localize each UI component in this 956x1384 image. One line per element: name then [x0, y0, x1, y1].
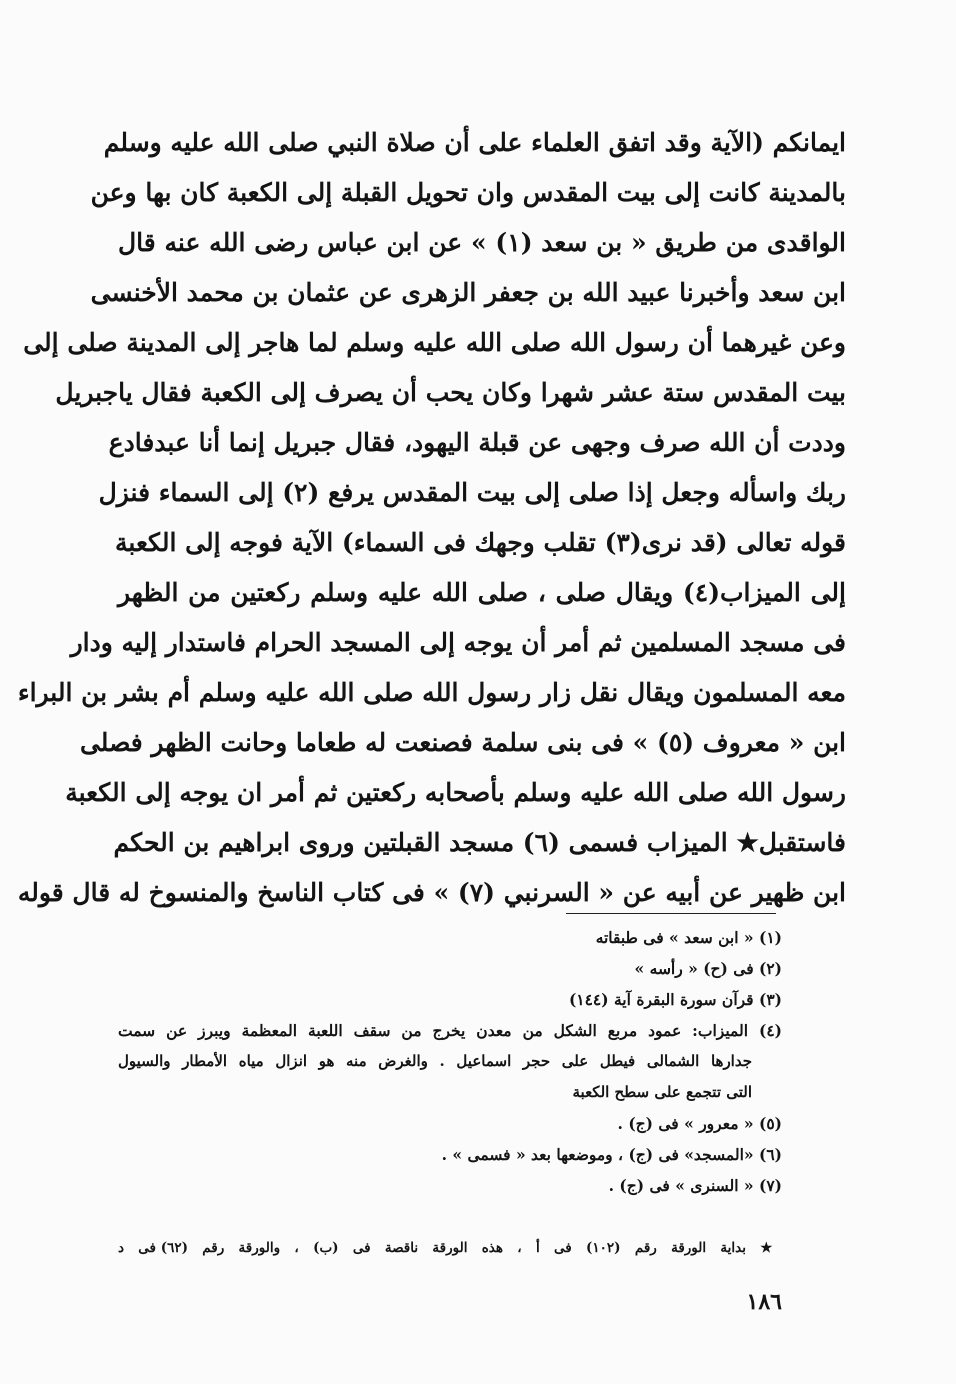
footnotes-block: [118, 922, 782, 1201]
text-line: معه المسلمون ويقال نقل زار رسول الله صلى الله عليه وسلم أم بشر بن البراء: [17, 678, 846, 707]
text-line: ربك واسأله وجعل إذا صلى إلى بيت المقدس يرفع (٢) إلى السماء فنزل: [98, 478, 846, 507]
text-line: ايمانكم (الآية وقد اتفق العلماء على أن صلاة النبي صلى الله عليه وسلم: [103, 128, 846, 157]
text-line: قوله تعالى (قد نرى(٣) تقلب وجهك فى السماء) الآية فوجه إلى الكعبة: [115, 528, 846, 557]
footnote: (٤) الميزاب: عمود مربع الشكل من معدن يخرج من سقف اللعبة المعظمة ويبرز عن سمت: [118, 1021, 782, 1040]
text-line: فاستقبل★ الميزاب فسمى (٦) مسجد القبلتين وروى ابراهيم بن الحكم: [113, 828, 846, 857]
page-number: ١٨٦: [746, 1289, 782, 1315]
text-line: ابن سعد وأخبرنا عبيد الله بن جعفر الزهرى عن عثمان بن محمد الأخنسى: [90, 278, 846, 307]
footnote: (٧) « السنرى » فى (ج) .: [608, 1176, 782, 1195]
footnote-divider: [566, 913, 776, 914]
text-line: فى مسجد المسلمين ثم أمر أن يوجه إلى المسجد الحرام فاستدار إليه ودار: [70, 628, 846, 657]
manuscript-folio-note: ★ بداية الورقة رقم (١٠٢) فى أ ، هذه الورقة ناقصة فى (ب) ، والورقة رقم (٦٢) فى د: [118, 1240, 783, 1256]
text-line: الواقدى من طريق « بن سعد (١) » عن ابن عباس رضى الله عنه قال: [118, 228, 846, 257]
text-line: إلى الميزاب(٤) ويقال صلى ، صلى الله عليه وسلم ركعتين من الظهر: [118, 578, 846, 607]
footnote: (١) « ابن سعد » فى طبقاته: [595, 928, 782, 947]
footnote-continuation: جدارها الشمالى فيطل على حجر اسماعيل . والغرض منه هو انزال مياه الأمطار والسيول: [118, 1052, 752, 1070]
text-line: ابن ظهير عن أبيه عن « السرنبي (٧) » فى كتاب الناسخ والمنسوخ له قال قوله: [17, 878, 846, 907]
footnote: (٣) قرآن سورة البقرة آية (١٤٤): [568, 990, 782, 1009]
text-line: وددت أن الله صرف وجهى عن قبلة اليهود، فقال جبريل إنما أنا عبدفادع: [108, 428, 846, 457]
footnote: (٥) « معرور » فى (ج) .: [617, 1114, 782, 1133]
text-line: ابن « معروف (٥) » فى بنى سلمة فصنعت له طعاما وحانت الظهر فصلى: [79, 728, 846, 757]
text-line: بالمدينة كانت إلى بيت المقدس وان تحويل القبلة إلى الكعبة كان بها وعن: [90, 178, 846, 207]
text-line: رسول الله صلى الله عليه وسلم بأصحابه ركعتين ثم أمر ان يوجه إلى الكعبة: [65, 778, 846, 807]
footnote: (٢) فى (ح) « رأسه »: [634, 959, 782, 978]
footnote-continuation: التى تتجمع على سطح الكعبة: [572, 1083, 752, 1101]
text-line: بيت المقدس ستة عشر شهرا وكان يحب أن يصرف إلى الكعبة فقال ياجبريل: [55, 378, 846, 407]
text-line: وعن غيرهما أن رسول الله صلى الله عليه وسلم لما هاجر إلى المدينة صلى إلى: [23, 328, 846, 357]
main-text-block: [17, 118, 846, 918]
footnote: (٦) «المسجد» فى (ج) ، وموضعها بعد « فسمى » .: [441, 1145, 782, 1164]
